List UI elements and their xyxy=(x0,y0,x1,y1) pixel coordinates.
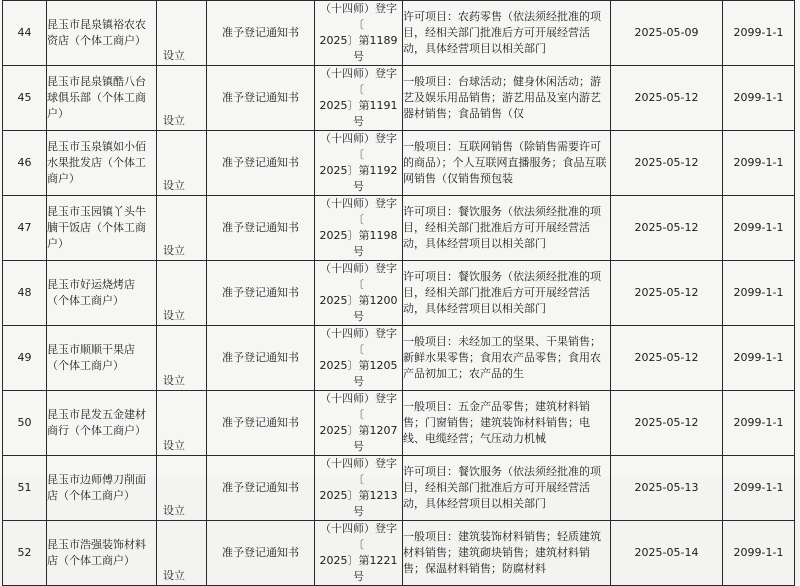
entity-name: 昆玉市昆发五金建材商行（个体工商户） xyxy=(47,391,157,456)
validity-end-date: 2099-1-1 xyxy=(723,1,795,66)
validity-end-date: 2099-1-1 xyxy=(723,261,795,326)
decision-date: 2025-05-12 xyxy=(611,131,723,196)
registration-type: 设立 xyxy=(157,1,207,66)
entity-name: 昆玉市边师傅刀削面店（个体工商户） xyxy=(47,456,157,521)
row-number: 44 xyxy=(3,1,47,66)
registration-type: 设立 xyxy=(157,456,207,521)
business-scope: 许可项目：农药零售（依法须经批准的项目，经相关部门批准后方可开展经营活动，具体经营项目以相关部门 xyxy=(403,1,611,66)
decision-date: 2025-05-14 xyxy=(611,521,723,586)
registration-type: 设立 xyxy=(157,66,207,131)
decision-date: 2025-05-12 xyxy=(611,391,723,456)
document-type: 准予登记通知书 xyxy=(207,456,315,521)
business-scope: 许可项目：餐饮服务（依法须经批准的项目，经相关部门批准后方可开展经营活动，具体经营项目以相关部门 xyxy=(403,456,611,521)
document-number: （十四师）登字〔 2025〕第1189号 xyxy=(315,1,403,66)
document-number: （十四师）登字〔 2025〕第1191号 xyxy=(315,66,403,131)
registration-type: 设立 xyxy=(157,326,207,391)
decision-date: 2025-05-13 xyxy=(611,456,723,521)
document-number: （十四师）登字〔 2025〕第1205号 xyxy=(315,326,403,391)
row-number: 45 xyxy=(3,66,47,131)
row-number: 46 xyxy=(3,131,47,196)
document-number: （十四师）登字〔 2025〕第1198号 xyxy=(315,196,403,261)
entity-name: 昆玉市昆泉镇酷八台球俱乐部（个体工商户） xyxy=(47,66,157,131)
table-row xyxy=(3,66,795,131)
decision-date: 2025-05-12 xyxy=(611,326,723,391)
document-type: 准予登记通知书 xyxy=(207,521,315,586)
row-number: 51 xyxy=(3,456,47,521)
table-row xyxy=(3,261,795,326)
table-row xyxy=(3,521,795,586)
document-type: 准予登记通知书 xyxy=(207,1,315,66)
registration-type: 设立 xyxy=(157,196,207,261)
document-number: （十四师）登字〔 2025〕第1207号 xyxy=(315,391,403,456)
row-number: 48 xyxy=(3,261,47,326)
document-number: （十四师）登字〔 2025〕第1200号 xyxy=(315,261,403,326)
document-type: 准予登记通知书 xyxy=(207,66,315,131)
row-number: 47 xyxy=(3,196,47,261)
registration-type: 设立 xyxy=(157,521,207,586)
business-scope: 许可项目：餐饮服务（依法须经批准的项目，经相关部门批准后方可开展经营活动，具体经营项目以相关部门 xyxy=(403,261,611,326)
validity-end-date: 2099-1-1 xyxy=(723,326,795,391)
document-number: （十四师）登字〔 2025〕第1192号 xyxy=(315,131,403,196)
table-row xyxy=(3,391,795,456)
business-scope: 一般项目：建筑装饰材料销售；轻质建筑材料销售；建筑砌块销售；建筑材料销售；保温材料销售；防腐材料 xyxy=(403,521,611,586)
business-scope: 一般项目：未经加工的坚果、干果销售；新鲜水果零售；食用农产品零售；食用农产品初加工；农产品的生 xyxy=(403,326,611,391)
document-type: 准予登记通知书 xyxy=(207,131,315,196)
validity-end-date: 2099-1-1 xyxy=(723,131,795,196)
registration-type: 设立 xyxy=(157,131,207,196)
table-body xyxy=(3,1,795,586)
entity-name: 昆玉市顺顺干果店（个体工商户） xyxy=(47,326,157,391)
registration-type: 设立 xyxy=(157,261,207,326)
document-number: （十四师）登字〔 2025〕第1221号 xyxy=(315,521,403,586)
validity-end-date: 2099-1-1 xyxy=(723,66,795,131)
entity-name: 昆玉市昆泉镇裕农农资店（个体工商户） xyxy=(47,1,157,66)
business-scope: 许可项目：餐饮服务（依法须经批准的项目，经相关部门批准后方可开展经营活动，具体经营项目以相关部门 xyxy=(403,196,611,261)
business-scope: 一般项目：五金产品零售；建筑材料销售；门窗销售；建筑装饰材料销售；电线、电缆经营；气压动力机械 xyxy=(403,391,611,456)
decision-date: 2025-05-12 xyxy=(611,261,723,326)
document-type: 准予登记通知书 xyxy=(207,326,315,391)
registration-table xyxy=(2,0,795,586)
table-row xyxy=(3,456,795,521)
document-type: 准予登记通知书 xyxy=(207,391,315,456)
business-scope: 一般项目：台球活动；健身休闲活动；游艺及娱乐用品销售；游艺用品及室内游艺器材销售；食品销售（仅 xyxy=(403,66,611,131)
entity-name: 昆玉市玉园镇丫头牛腩干饭店（个体工商户） xyxy=(47,196,157,261)
entity-name: 昆玉市浩强装饰材料店（个体工商户） xyxy=(47,521,157,586)
table-row xyxy=(3,196,795,261)
validity-end-date: 2099-1-1 xyxy=(723,196,795,261)
validity-end-date: 2099-1-1 xyxy=(723,521,795,586)
table-row xyxy=(3,326,795,391)
table-row xyxy=(3,131,795,196)
document-type: 准予登记通知书 xyxy=(207,196,315,261)
validity-end-date: 2099-1-1 xyxy=(723,456,795,521)
decision-date: 2025-05-12 xyxy=(611,66,723,131)
registration-type: 设立 xyxy=(157,391,207,456)
document-type: 准予登记通知书 xyxy=(207,261,315,326)
row-number: 49 xyxy=(3,326,47,391)
validity-end-date: 2099-1-1 xyxy=(723,391,795,456)
table-row xyxy=(3,1,795,66)
document-number: （十四师）登字〔 2025〕第1213号 xyxy=(315,456,403,521)
row-number: 50 xyxy=(3,391,47,456)
decision-date: 2025-05-12 xyxy=(611,196,723,261)
entity-name: 昆玉市玉泉镇如小佰水果批发店（个体工商户） xyxy=(47,131,157,196)
entity-name: 昆玉市好运烧烤店（个体工商户） xyxy=(47,261,157,326)
business-scope: 一般项目：互联网销售（除销售需要许可的商品）；个人互联网直播服务；食品互联网销售（仅销售预包装 xyxy=(403,131,611,196)
row-number: 52 xyxy=(3,521,47,586)
decision-date: 2025-05-09 xyxy=(611,1,723,66)
